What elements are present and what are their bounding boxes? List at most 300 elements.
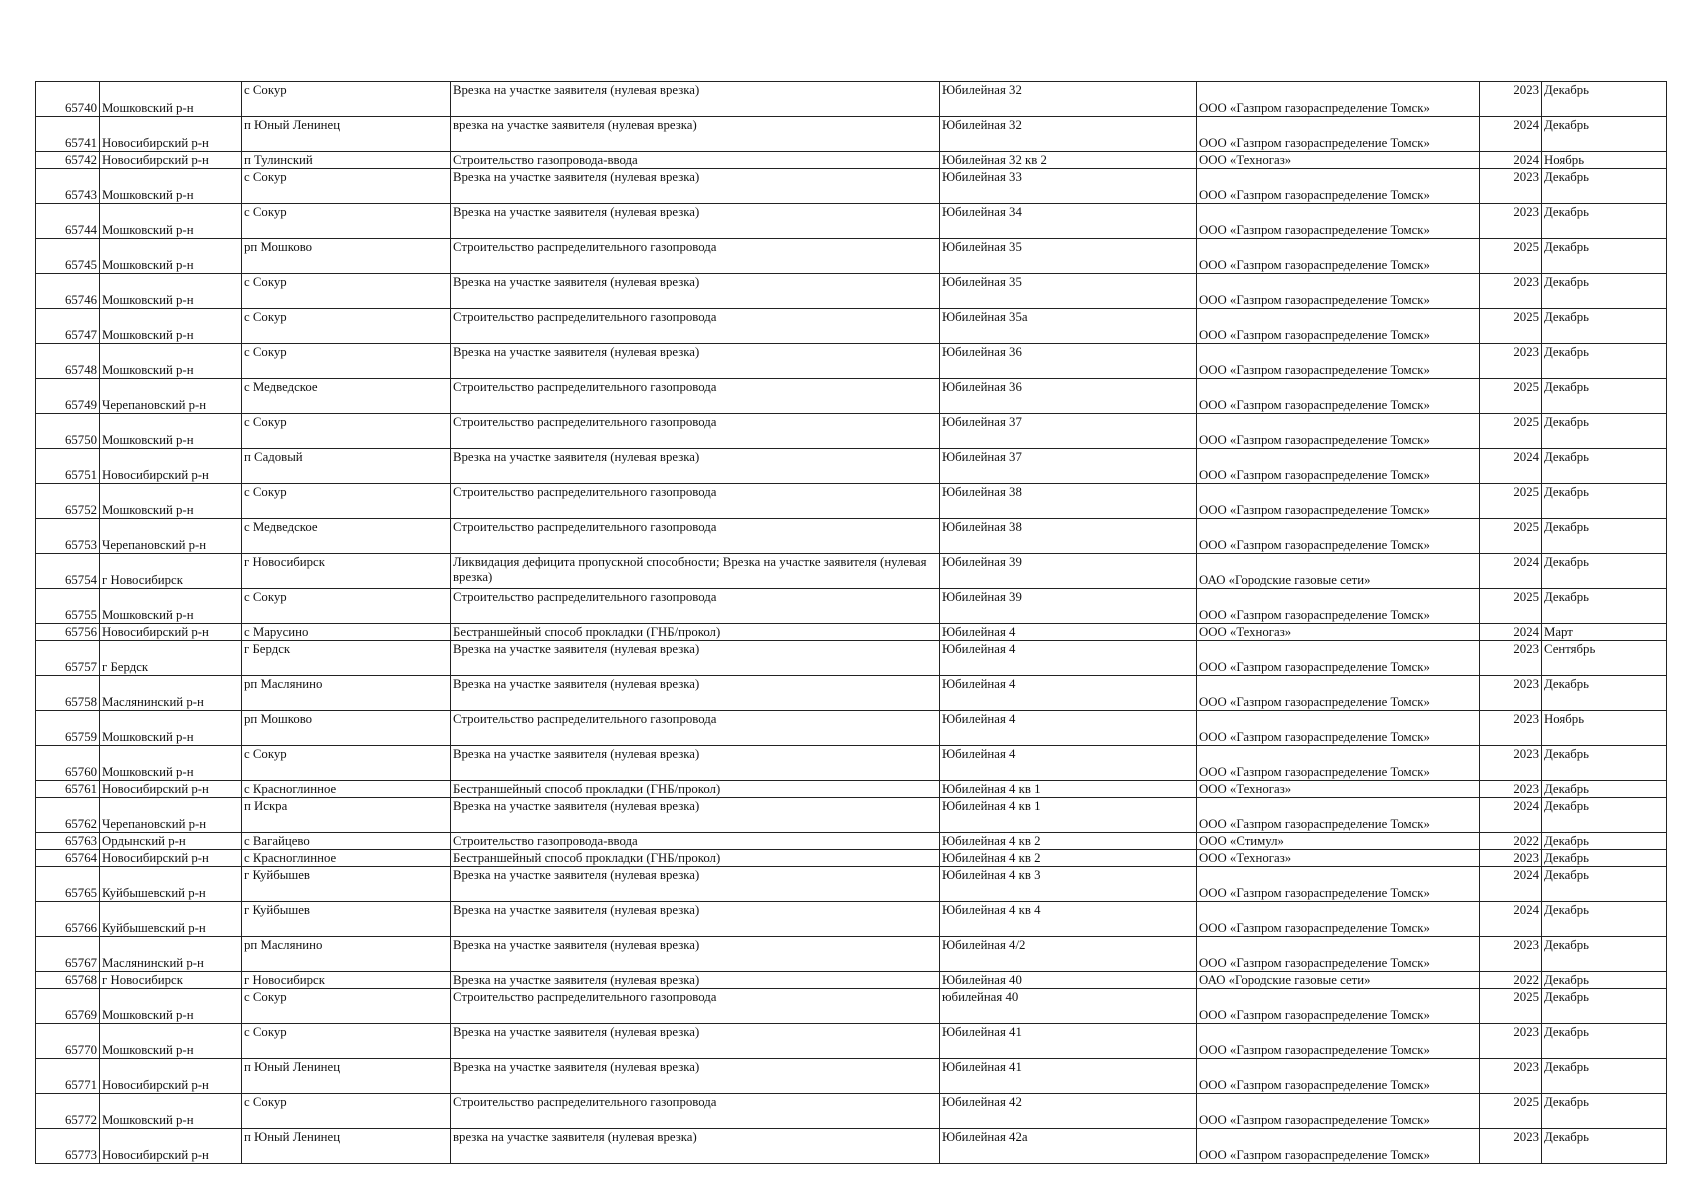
cell-locality: г Бердск <box>242 641 451 676</box>
cell-organization: ООО «Газпром газораспределение Томск» <box>1197 1024 1480 1059</box>
cell-id: 65765 <box>36 867 100 902</box>
cell-locality: с Сокур <box>242 414 451 449</box>
cell-year: 2025 <box>1480 239 1542 274</box>
cell-district: Черепановский р-н <box>100 798 242 833</box>
cell-locality: п Юный Ленинец <box>242 117 451 152</box>
cell-month: Декабрь <box>1542 937 1667 972</box>
gasification-table <box>35 81 1667 1164</box>
cell-district: Черепановский р-н <box>100 379 242 414</box>
cell-year: 2023 <box>1480 937 1542 972</box>
cell-address: Юбилейная 41 <box>940 1059 1197 1094</box>
cell-year: 2024 <box>1480 902 1542 937</box>
cell-address: Юбилейная 36 <box>940 344 1197 379</box>
cell-month: Декабрь <box>1542 902 1667 937</box>
cell-address: Юбилейная 4 <box>940 624 1197 641</box>
cell-id: 65744 <box>36 204 100 239</box>
cell-id: 65761 <box>36 781 100 798</box>
cell-month: Декабрь <box>1542 82 1667 117</box>
cell-work-type: Врезка на участке заявителя (нулевая врезка) <box>451 169 940 204</box>
cell-organization: ООО «Техногаз» <box>1197 624 1480 641</box>
cell-id: 65772 <box>36 1094 100 1129</box>
cell-id: 65745 <box>36 239 100 274</box>
cell-work-type: Бестраншейный способ прокладки (ГНБ/прокол) <box>451 850 940 867</box>
cell-id: 65766 <box>36 902 100 937</box>
cell-work-type: Врезка на участке заявителя (нулевая врезка) <box>451 274 940 309</box>
cell-district: Мошковский р-н <box>100 989 242 1024</box>
cell-year: 2024 <box>1480 152 1542 169</box>
cell-id: 65743 <box>36 169 100 204</box>
cell-locality: п Тулинский <box>242 152 451 169</box>
cell-address: Юбилейная 4 кв 4 <box>940 902 1197 937</box>
cell-organization: ООО «Газпром газораспределение Томск» <box>1197 711 1480 746</box>
cell-organization: ООО «Техногаз» <box>1197 152 1480 169</box>
cell-work-type: Строительство распределительного газопровода <box>451 1094 940 1129</box>
cell-address: Юбилейная 4 кв 1 <box>940 781 1197 798</box>
cell-address: Юбилейная 4 <box>940 746 1197 781</box>
cell-address: Юбилейная 39 <box>940 589 1197 624</box>
cell-locality: с Сокур <box>242 1094 451 1129</box>
cell-organization: ООО «Газпром газораспределение Томск» <box>1197 117 1480 152</box>
cell-id: 65759 <box>36 711 100 746</box>
cell-work-type: Ликвидация дефицита пропускной способности; Врезка на участке заявителя (нулевая врезка) <box>451 554 940 589</box>
cell-organization: ОАО «Городские газовые сети» <box>1197 554 1480 589</box>
cell-year: 2025 <box>1480 589 1542 624</box>
cell-month: Декабрь <box>1542 850 1667 867</box>
cell-id: 65770 <box>36 1024 100 1059</box>
cell-month: Декабрь <box>1542 449 1667 484</box>
table-row <box>36 798 1667 833</box>
cell-locality: с Сокур <box>242 484 451 519</box>
cell-year: 2023 <box>1480 1059 1542 1094</box>
cell-year: 2023 <box>1480 641 1542 676</box>
cell-month: Декабрь <box>1542 867 1667 902</box>
cell-district: Куйбышевский р-н <box>100 867 242 902</box>
table-row <box>36 152 1667 169</box>
cell-organization: ООО «Газпром газораспределение Томск» <box>1197 414 1480 449</box>
cell-id: 65758 <box>36 676 100 711</box>
cell-month: Декабрь <box>1542 484 1667 519</box>
cell-month: Декабрь <box>1542 519 1667 554</box>
cell-organization: ООО «Стимул» <box>1197 833 1480 850</box>
table-row <box>36 554 1667 589</box>
cell-district: Мошковский р-н <box>100 484 242 519</box>
cell-organization: ООО «Техногаз» <box>1197 850 1480 867</box>
cell-locality: п Искра <box>242 798 451 833</box>
cell-address: Юбилейная 38 <box>940 484 1197 519</box>
cell-address: Юбилейная 32 кв 2 <box>940 152 1197 169</box>
cell-work-type: врезка на участке заявителя (нулевая врезка) <box>451 1129 940 1164</box>
cell-year: 2025 <box>1480 309 1542 344</box>
cell-month: Декабрь <box>1542 746 1667 781</box>
cell-work-type: Бестраншейный способ прокладки (ГНБ/прокол) <box>451 781 940 798</box>
cell-locality: с Вагайцево <box>242 833 451 850</box>
table-row <box>36 239 1667 274</box>
table-row <box>36 519 1667 554</box>
cell-id: 65771 <box>36 1059 100 1094</box>
cell-year: 2022 <box>1480 833 1542 850</box>
cell-organization: ООО «Газпром газораспределение Томск» <box>1197 902 1480 937</box>
cell-locality: с Сокур <box>242 1024 451 1059</box>
cell-locality: с Красноглинное <box>242 781 451 798</box>
cell-id: 65762 <box>36 798 100 833</box>
cell-month: Декабрь <box>1542 204 1667 239</box>
cell-locality: с Сокур <box>242 169 451 204</box>
cell-id: 65754 <box>36 554 100 589</box>
cell-address: Юбилейная 42а <box>940 1129 1197 1164</box>
cell-organization: ООО «Газпром газораспределение Томск» <box>1197 82 1480 117</box>
cell-id: 65768 <box>36 972 100 989</box>
cell-work-type: врезка на участке заявителя (нулевая врезка) <box>451 117 940 152</box>
cell-month: Ноябрь <box>1542 152 1667 169</box>
table-row <box>36 589 1667 624</box>
cell-locality: с Сокур <box>242 344 451 379</box>
cell-work-type: Строительство распределительного газопровода <box>451 414 940 449</box>
cell-locality: с Красноглинное <box>242 850 451 867</box>
table-row <box>36 1059 1667 1094</box>
cell-year: 2025 <box>1480 379 1542 414</box>
cell-work-type: Строительство распределительного газопровода <box>451 589 940 624</box>
cell-organization: ООО «Газпром газораспределение Томск» <box>1197 484 1480 519</box>
cell-locality: с Марусино <box>242 624 451 641</box>
cell-id: 65741 <box>36 117 100 152</box>
cell-work-type: Врезка на участке заявителя (нулевая врезка) <box>451 972 940 989</box>
cell-organization: ООО «Газпром газораспределение Томск» <box>1197 798 1480 833</box>
cell-address: Юбилейная 37 <box>940 449 1197 484</box>
cell-district: г Новосибирск <box>100 554 242 589</box>
cell-organization: ООО «Газпром газораспределение Томск» <box>1197 204 1480 239</box>
cell-district: Новосибирский р-н <box>100 850 242 867</box>
table-row <box>36 624 1667 641</box>
cell-work-type: Врезка на участке заявителя (нулевая врезка) <box>451 937 940 972</box>
cell-work-type: Бестраншейный способ прокладки (ГНБ/прокол) <box>451 624 940 641</box>
cell-address: Юбилейная 32 <box>940 82 1197 117</box>
cell-year: 2024 <box>1480 449 1542 484</box>
cell-work-type: Строительство распределительного газопровода <box>451 379 940 414</box>
cell-month: Декабрь <box>1542 972 1667 989</box>
cell-year: 2023 <box>1480 274 1542 309</box>
cell-locality: г Новосибирск <box>242 554 451 589</box>
cell-district: Мошковский р-н <box>100 239 242 274</box>
cell-address: Юбилейная 35 <box>940 239 1197 274</box>
cell-work-type: Врезка на участке заявителя (нулевая врезка) <box>451 641 940 676</box>
cell-district: Новосибирский р-н <box>100 1129 242 1164</box>
cell-organization: ООО «Газпром газораспределение Томск» <box>1197 519 1480 554</box>
table-row <box>36 309 1667 344</box>
cell-month: Декабрь <box>1542 589 1667 624</box>
cell-month: Сентябрь <box>1542 641 1667 676</box>
table-row <box>36 379 1667 414</box>
cell-address: Юбилейная 32 <box>940 117 1197 152</box>
cell-district: Мошковский р-н <box>100 274 242 309</box>
cell-organization: ООО «Газпром газораспределение Томск» <box>1197 1094 1480 1129</box>
cell-month: Март <box>1542 624 1667 641</box>
cell-district: г Бердск <box>100 641 242 676</box>
cell-address: юбилейная 40 <box>940 989 1197 1024</box>
cell-month: Декабрь <box>1542 1024 1667 1059</box>
cell-year: 2023 <box>1480 850 1542 867</box>
cell-year: 2023 <box>1480 204 1542 239</box>
table-row <box>36 1024 1667 1059</box>
cell-district: г Новосибирск <box>100 972 242 989</box>
table-row <box>36 449 1667 484</box>
cell-work-type: Строительство распределительного газопровода <box>451 519 940 554</box>
table-row <box>36 676 1667 711</box>
cell-year: 2024 <box>1480 554 1542 589</box>
cell-organization: ООО «Газпром газораспределение Томск» <box>1197 867 1480 902</box>
cell-address: Юбилейная 39 <box>940 554 1197 589</box>
cell-id: 65749 <box>36 379 100 414</box>
table-row <box>36 937 1667 972</box>
cell-district: Мошковский р-н <box>100 414 242 449</box>
cell-month: Декабрь <box>1542 414 1667 449</box>
cell-locality: рп Маслянино <box>242 937 451 972</box>
cell-work-type: Врезка на участке заявителя (нулевая врезка) <box>451 1059 940 1094</box>
cell-address: Юбилейная 4 кв 2 <box>940 833 1197 850</box>
cell-month: Декабрь <box>1542 274 1667 309</box>
table-row <box>36 344 1667 379</box>
cell-id: 65746 <box>36 274 100 309</box>
table-row <box>36 641 1667 676</box>
cell-month: Декабрь <box>1542 1129 1667 1164</box>
cell-district: Черепановский р-н <box>100 519 242 554</box>
cell-locality: рп Мошково <box>242 239 451 274</box>
cell-work-type: Строительство распределительного газопровода <box>451 484 940 519</box>
table-row <box>36 117 1667 152</box>
cell-locality: с Сокур <box>242 309 451 344</box>
cell-id: 65764 <box>36 850 100 867</box>
cell-month: Декабрь <box>1542 833 1667 850</box>
cell-id: 65757 <box>36 641 100 676</box>
cell-district: Маслянинский р-н <box>100 676 242 711</box>
cell-district: Новосибирский р-н <box>100 781 242 798</box>
cell-locality: рп Мошково <box>242 711 451 746</box>
cell-locality: с Сокур <box>242 589 451 624</box>
cell-work-type: Строительство распределительного газопровода <box>451 239 940 274</box>
cell-id: 65750 <box>36 414 100 449</box>
cell-district: Мошковский р-н <box>100 1094 242 1129</box>
cell-month: Декабрь <box>1542 1094 1667 1129</box>
cell-district: Куйбышевский р-н <box>100 902 242 937</box>
cell-year: 2022 <box>1480 972 1542 989</box>
cell-year: 2023 <box>1480 344 1542 379</box>
cell-work-type: Врезка на участке заявителя (нулевая врезка) <box>451 902 940 937</box>
cell-district: Новосибирский р-н <box>100 624 242 641</box>
cell-address: Юбилейная 41 <box>940 1024 1197 1059</box>
cell-work-type: Врезка на участке заявителя (нулевая врезка) <box>451 746 940 781</box>
cell-district: Новосибирский р-н <box>100 117 242 152</box>
cell-organization: ООО «Газпром газораспределение Томск» <box>1197 937 1480 972</box>
table-row <box>36 867 1667 902</box>
cell-work-type: Врезка на участке заявителя (нулевая врезка) <box>451 798 940 833</box>
cell-locality: г Куйбышев <box>242 867 451 902</box>
cell-district: Мошковский р-н <box>100 746 242 781</box>
cell-month: Декабрь <box>1542 344 1667 379</box>
cell-address: Юбилейная 4/2 <box>940 937 1197 972</box>
cell-organization: ОАО «Городские газовые сети» <box>1197 972 1480 989</box>
cell-id: 65751 <box>36 449 100 484</box>
cell-organization: ООО «Техногаз» <box>1197 781 1480 798</box>
cell-address: Юбилейная 4 <box>940 641 1197 676</box>
cell-address: Юбилейная 36 <box>940 379 1197 414</box>
cell-month: Ноябрь <box>1542 711 1667 746</box>
table-row <box>36 204 1667 239</box>
cell-organization: ООО «Газпром газораспределение Томск» <box>1197 344 1480 379</box>
table-row <box>36 274 1667 309</box>
cell-address: Юбилейная 4 кв 3 <box>940 867 1197 902</box>
table-row <box>36 484 1667 519</box>
cell-id: 65773 <box>36 1129 100 1164</box>
cell-year: 2024 <box>1480 624 1542 641</box>
cell-year: 2023 <box>1480 711 1542 746</box>
cell-work-type: Врезка на участке заявителя (нулевая врезка) <box>451 82 940 117</box>
cell-organization: ООО «Газпром газораспределение Томск» <box>1197 641 1480 676</box>
table-row <box>36 781 1667 798</box>
cell-locality: с Сокур <box>242 82 451 117</box>
cell-year: 2023 <box>1480 82 1542 117</box>
cell-year: 2025 <box>1480 414 1542 449</box>
cell-locality: г Новосибирск <box>242 972 451 989</box>
cell-organization: ООО «Газпром газораспределение Томск» <box>1197 1129 1480 1164</box>
cell-organization: ООО «Газпром газораспределение Томск» <box>1197 239 1480 274</box>
cell-month: Декабрь <box>1542 1059 1667 1094</box>
cell-work-type: Врезка на участке заявителя (нулевая врезка) <box>451 1024 940 1059</box>
cell-district: Ордынский р-н <box>100 833 242 850</box>
table-row <box>36 746 1667 781</box>
cell-locality: с Сокур <box>242 746 451 781</box>
cell-district: Маслянинский р-н <box>100 937 242 972</box>
cell-id: 65747 <box>36 309 100 344</box>
table-row <box>36 82 1667 117</box>
cell-locality: п Юный Ленинец <box>242 1059 451 1094</box>
table-row <box>36 169 1667 204</box>
cell-organization: ООО «Газпром газораспределение Томск» <box>1197 746 1480 781</box>
table-row <box>36 972 1667 989</box>
cell-organization: ООО «Газпром газораспределение Томск» <box>1197 989 1480 1024</box>
cell-organization: ООО «Газпром газораспределение Томск» <box>1197 676 1480 711</box>
cell-work-type: Строительство газопровода-ввода <box>451 152 940 169</box>
cell-year: 2025 <box>1480 989 1542 1024</box>
cell-district: Мошковский р-н <box>100 309 242 344</box>
cell-id: 65767 <box>36 937 100 972</box>
cell-id: 65740 <box>36 82 100 117</box>
cell-organization: ООО «Газпром газораспределение Томск» <box>1197 1059 1480 1094</box>
table-row <box>36 902 1667 937</box>
cell-month: Декабрь <box>1542 117 1667 152</box>
cell-year: 2025 <box>1480 484 1542 519</box>
table-row <box>36 850 1667 867</box>
cell-work-type: Врезка на участке заявителя (нулевая врезка) <box>451 344 940 379</box>
cell-year: 2023 <box>1480 1129 1542 1164</box>
cell-address: Юбилейная 4 кв 1 <box>940 798 1197 833</box>
cell-id: 65760 <box>36 746 100 781</box>
cell-locality: п Садовый <box>242 449 451 484</box>
table-row <box>36 414 1667 449</box>
cell-locality: с Сокур <box>242 274 451 309</box>
cell-id: 65748 <box>36 344 100 379</box>
cell-id: 65769 <box>36 989 100 1024</box>
cell-locality: г Куйбышев <box>242 902 451 937</box>
cell-year: 2023 <box>1480 676 1542 711</box>
cell-year: 2024 <box>1480 798 1542 833</box>
cell-month: Декабрь <box>1542 781 1667 798</box>
cell-organization: ООО «Газпром газораспределение Томск» <box>1197 274 1480 309</box>
cell-month: Декабрь <box>1542 676 1667 711</box>
cell-year: 2023 <box>1480 781 1542 798</box>
cell-month: Декабрь <box>1542 798 1667 833</box>
table-row <box>36 1094 1667 1129</box>
cell-work-type: Строительство распределительного газопровода <box>451 309 940 344</box>
cell-address: Юбилейная 35а <box>940 309 1197 344</box>
cell-work-type: Строительство распределительного газопровода <box>451 711 940 746</box>
cell-organization: ООО «Газпром газораспределение Томск» <box>1197 309 1480 344</box>
cell-month: Декабрь <box>1542 989 1667 1024</box>
cell-organization: ООО «Газпром газораспределение Томск» <box>1197 589 1480 624</box>
table-row <box>36 1129 1667 1164</box>
cell-locality: с Медведское <box>242 379 451 414</box>
cell-address: Юбилейная 38 <box>940 519 1197 554</box>
cell-address: Юбилейная 37 <box>940 414 1197 449</box>
cell-month: Декабрь <box>1542 554 1667 589</box>
cell-id: 65753 <box>36 519 100 554</box>
cell-address: Юбилейная 4 <box>940 711 1197 746</box>
cell-id: 65742 <box>36 152 100 169</box>
cell-year: 2024 <box>1480 867 1542 902</box>
cell-work-type: Врезка на участке заявителя (нулевая врезка) <box>451 204 940 239</box>
cell-district: Мошковский р-н <box>100 169 242 204</box>
cell-month: Декабрь <box>1542 169 1667 204</box>
cell-month: Декабрь <box>1542 309 1667 344</box>
cell-address: Юбилейная 34 <box>940 204 1197 239</box>
cell-month: Декабрь <box>1542 379 1667 414</box>
cell-work-type: Врезка на участке заявителя (нулевая врезка) <box>451 449 940 484</box>
cell-work-type: Врезка на участке заявителя (нулевая врезка) <box>451 867 940 902</box>
cell-organization: ООО «Газпром газораспределение Томск» <box>1197 379 1480 414</box>
cell-year: 2024 <box>1480 117 1542 152</box>
cell-id: 65752 <box>36 484 100 519</box>
table-row <box>36 711 1667 746</box>
cell-work-type: Врезка на участке заявителя (нулевая врезка) <box>451 676 940 711</box>
cell-address: Юбилейная 4 кв 2 <box>940 850 1197 867</box>
cell-locality: рп Маслянино <box>242 676 451 711</box>
cell-locality: с Сокур <box>242 204 451 239</box>
cell-address: Юбилейная 4 <box>940 676 1197 711</box>
cell-district: Мошковский р-н <box>100 82 242 117</box>
table-row <box>36 989 1667 1024</box>
cell-year: 2023 <box>1480 1024 1542 1059</box>
cell-address: Юбилейная 42 <box>940 1094 1197 1129</box>
cell-district: Новосибирский р-н <box>100 152 242 169</box>
cell-locality: с Сокур <box>242 989 451 1024</box>
cell-month: Декабрь <box>1542 239 1667 274</box>
cell-district: Мошковский р-н <box>100 204 242 239</box>
cell-work-type: Строительство распределительного газопровода <box>451 989 940 1024</box>
cell-id: 65763 <box>36 833 100 850</box>
cell-address: Юбилейная 35 <box>940 274 1197 309</box>
cell-work-type: Строительство газопровода-ввода <box>451 833 940 850</box>
cell-district: Новосибирский р-н <box>100 449 242 484</box>
cell-district: Новосибирский р-н <box>100 1059 242 1094</box>
cell-district: Мошковский р-н <box>100 1024 242 1059</box>
cell-district: Мошковский р-н <box>100 589 242 624</box>
table-body <box>36 82 1667 1164</box>
cell-year: 2023 <box>1480 169 1542 204</box>
cell-locality: п Юный Ленинец <box>242 1129 451 1164</box>
cell-year: 2023 <box>1480 746 1542 781</box>
table-row <box>36 833 1667 850</box>
cell-district: Мошковский р-н <box>100 344 242 379</box>
cell-district: Мошковский р-н <box>100 711 242 746</box>
cell-organization: ООО «Газпром газораспределение Томск» <box>1197 449 1480 484</box>
